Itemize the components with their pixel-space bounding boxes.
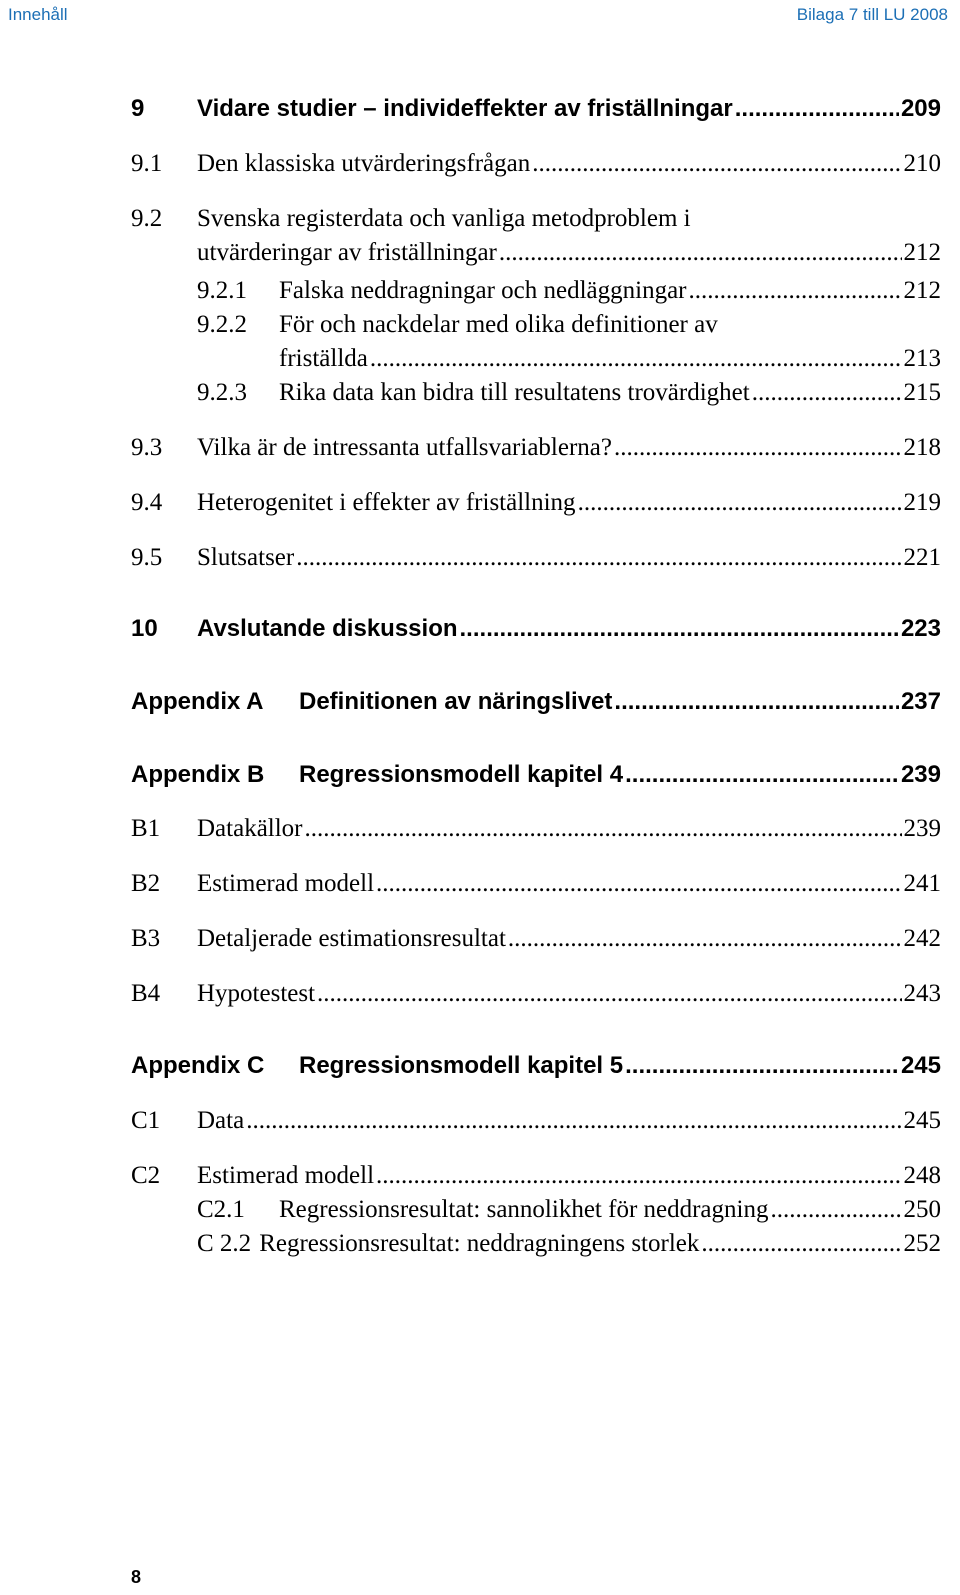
toc-entry-page: 212 xyxy=(903,239,941,266)
toc-entry-page: 210 xyxy=(903,150,941,177)
toc-entry-title: Avslutande diskussion xyxy=(197,615,458,642)
toc-entry-page: 245 xyxy=(900,1052,941,1079)
toc-entry-number: B3 xyxy=(131,925,161,952)
toc-entry-page: 213 xyxy=(903,345,941,372)
toc-entry-c1[interactable] xyxy=(131,1104,941,1138)
toc-entry-9-4[interactable] xyxy=(131,486,941,520)
toc-entry-title: Vidare studier – individeffekter av friställningar xyxy=(197,95,733,122)
toc-entry-page: 221 xyxy=(903,544,941,571)
toc-entry-page: 237 xyxy=(900,688,941,715)
toc-entry-9-1[interactable] xyxy=(131,147,941,181)
toc-entry-number: 9 xyxy=(131,95,145,122)
dot-leader xyxy=(296,541,901,575)
header-section-label: Innehåll xyxy=(8,5,68,24)
toc-entry-page: 245 xyxy=(903,1107,941,1134)
toc-entry-page: 223 xyxy=(900,615,941,642)
toc-entry-title-line1: Svenska registerdata och vanliga metodproblem i xyxy=(197,205,691,232)
toc-entry-9-2-first-line[interactable] xyxy=(131,202,931,236)
toc-entry-number: C 2.2 xyxy=(197,1230,252,1257)
dot-leader xyxy=(701,1227,901,1261)
toc-entry-title: Heterogenitet i effekter av friställning xyxy=(197,489,576,516)
toc-entry-title: Hypotestest xyxy=(197,980,316,1007)
toc-entry-page: 241 xyxy=(903,870,941,897)
dot-leader xyxy=(614,431,902,465)
dot-leader xyxy=(735,92,899,126)
toc-entry-number: 9.2 xyxy=(131,205,163,232)
dot-leader xyxy=(508,922,902,956)
toc-entry-b2[interactable] xyxy=(131,867,941,901)
toc-entry-b1[interactable] xyxy=(131,812,941,846)
toc-entry-c2[interactable] xyxy=(131,1159,941,1193)
toc-entry-9-2-3[interactable] xyxy=(197,376,941,410)
dot-leader xyxy=(532,147,901,181)
toc-entry-b3[interactable] xyxy=(131,922,941,956)
toc-entry-number: C2.1 xyxy=(197,1196,245,1223)
toc-entry-c2-2[interactable] xyxy=(197,1227,941,1261)
toc-entry-title: friställda xyxy=(279,345,368,372)
toc-entry-title: utvärderingar av friställningar xyxy=(197,239,497,266)
toc-entry-9-2-2-first-line[interactable] xyxy=(197,308,960,342)
toc-entry-title: Regressionsresultat: sannolikhet för neddragning xyxy=(279,1196,769,1223)
toc-entry-page: 239 xyxy=(900,761,941,788)
toc-entry-number: 9.3 xyxy=(131,434,163,461)
toc-entry-number: Appendix B xyxy=(131,761,265,788)
toc-entry-title: Regressionsmodell kapitel 5 xyxy=(299,1052,624,1079)
dot-leader xyxy=(625,1049,899,1083)
toc-entry-title: Estimerad modell xyxy=(197,1162,375,1189)
dot-leader xyxy=(578,486,902,520)
toc-entry-page: 239 xyxy=(903,815,941,842)
toc-entry-page: 215 xyxy=(903,379,941,406)
toc-entry-page: 218 xyxy=(903,434,941,461)
dot-leader xyxy=(460,612,899,646)
toc-entry-page: 209 xyxy=(900,95,941,122)
toc-entry-c2-1[interactable] xyxy=(197,1193,941,1227)
toc-entry-title-line1: För och nackdelar med olika definitioner av xyxy=(279,311,718,338)
toc-entry-title: Data xyxy=(197,1107,245,1134)
toc-entry-page: 243 xyxy=(903,980,941,1007)
toc-entry-number: 9.5 xyxy=(131,544,163,571)
toc-entry-page: 212 xyxy=(903,277,941,304)
toc-entry-9-2-2[interactable] xyxy=(279,342,941,376)
toc-entry-appendix-a[interactable] xyxy=(131,685,941,719)
toc-entry-title: Definitionen av näringslivet xyxy=(299,688,613,715)
toc-entry-number: 10 xyxy=(131,615,158,642)
dot-leader xyxy=(376,867,901,901)
toc-entry-number: Appendix A xyxy=(131,688,264,715)
toc-entry-title: Den klassiska utvärderingsfrågan xyxy=(197,150,531,177)
toc-entry-title: Detaljerade estimationsresultat xyxy=(197,925,506,952)
toc-entry-title: Estimerad modell xyxy=(197,870,375,897)
toc-entry-number: Appendix C xyxy=(131,1052,265,1079)
toc-entry-9-3[interactable] xyxy=(131,431,941,465)
dot-leader xyxy=(370,342,902,376)
toc-entry-page: 248 xyxy=(903,1162,941,1189)
toc-entry-page: 250 xyxy=(903,1196,941,1223)
page-number: 8 xyxy=(131,1567,142,1587)
toc-entry-number: 9.4 xyxy=(131,489,163,516)
dot-leader xyxy=(376,1159,901,1193)
toc-entry-chapter-9[interactable] xyxy=(131,92,941,126)
header-document-label: Bilaga 7 till LU 2008 xyxy=(796,5,948,24)
toc-entry-9-5[interactable] xyxy=(131,541,941,575)
dot-leader xyxy=(317,977,901,1011)
toc-entry-number: 9.2.2 xyxy=(197,311,247,338)
dot-leader xyxy=(625,758,899,792)
toc-entry-title: Falska neddragningar och nedläggningar xyxy=(279,277,687,304)
toc-entry-number: B1 xyxy=(131,815,161,842)
toc-entry-title: Rika data kan bidra till resultatens trovärdighet xyxy=(279,379,750,406)
toc-entry-page: 242 xyxy=(903,925,941,952)
toc-entry-appendix-c[interactable] xyxy=(131,1049,941,1083)
toc-entry-number: B4 xyxy=(131,980,161,1007)
toc-entry-title: Vilka är de intressanta utfallsvariablerna? xyxy=(197,434,612,461)
dot-leader xyxy=(614,685,899,719)
dot-leader xyxy=(752,376,902,410)
toc-entry-number: B2 xyxy=(131,870,161,897)
toc-entry-title: Regressionsresultat: neddragningens storlek xyxy=(259,1230,700,1257)
dot-leader xyxy=(499,236,902,270)
toc-entry-appendix-b[interactable] xyxy=(131,758,941,792)
toc-entry-number: 9.1 xyxy=(131,150,163,177)
toc-entry-9-2-1[interactable] xyxy=(197,274,941,308)
toc-entry-page: 219 xyxy=(903,489,941,516)
toc-entry-number: 9.2.1 xyxy=(197,277,247,304)
toc-entry-title: Slutsatser xyxy=(197,544,295,571)
dot-leader xyxy=(770,1193,901,1227)
toc-entry-title: Datakällor xyxy=(197,815,303,842)
toc-entry-title: Regressionsmodell kapitel 4 xyxy=(299,761,624,788)
toc-entry-number: 9.2.3 xyxy=(197,379,247,406)
dot-leader xyxy=(246,1104,901,1138)
toc-entry-chapter-10[interactable] xyxy=(131,612,941,646)
dot-leader xyxy=(689,274,902,308)
toc-entry-number: C2 xyxy=(131,1162,161,1189)
toc-entry-b4[interactable] xyxy=(131,977,941,1011)
dot-leader xyxy=(305,812,902,846)
toc-entry-number: C1 xyxy=(131,1107,161,1134)
toc-entry-9-2[interactable] xyxy=(197,236,941,270)
toc-entry-page: 252 xyxy=(903,1230,941,1257)
